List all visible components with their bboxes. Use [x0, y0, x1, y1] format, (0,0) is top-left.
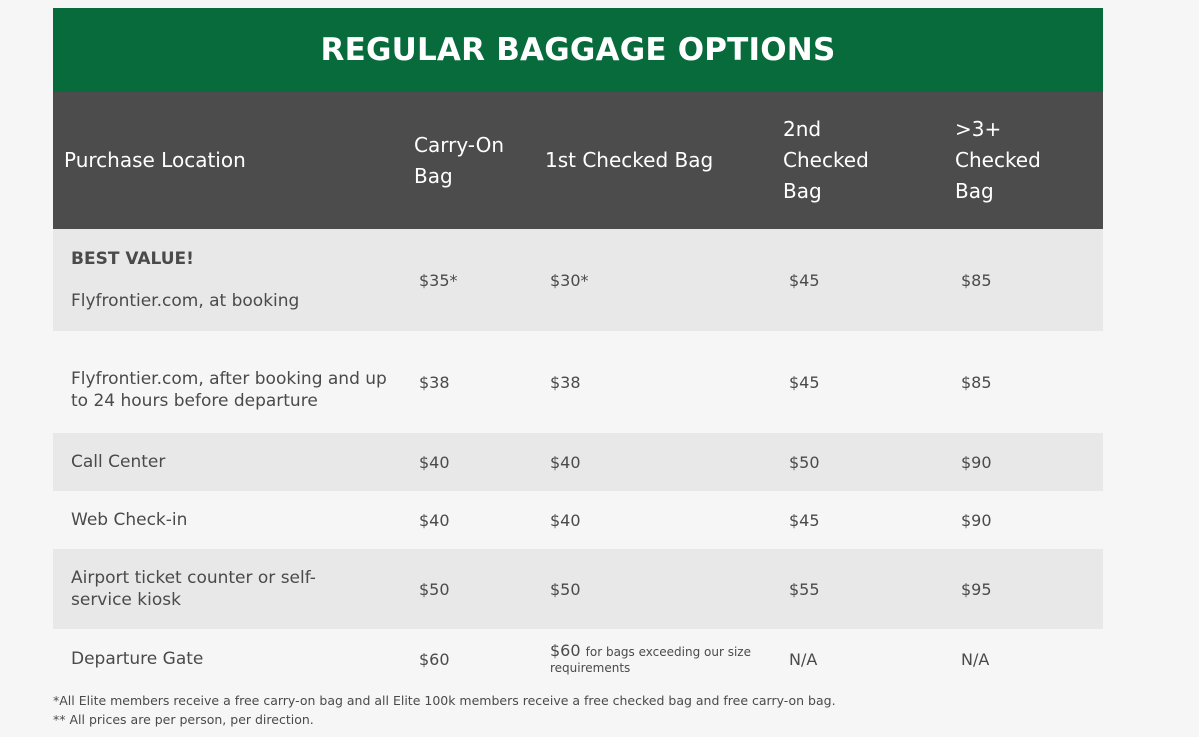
first-checked-price: $30* [550, 270, 589, 290]
table-row [53, 433, 1103, 491]
third-checked-price: N/A [961, 649, 990, 669]
carry-on-price: $38 [419, 372, 450, 392]
second-checked-price: $45 [789, 270, 820, 290]
second-checked-price: $45 [789, 372, 820, 392]
second-checked-price: $50 [789, 452, 820, 472]
column-header-third-checked: >3+ Checked Bag [949, 92, 1103, 229]
table-title: REGULAR BAGGAGE OPTIONS [53, 8, 1103, 92]
baggage-fees-table [53, 92, 1103, 689]
second-checked-price: $55 [789, 579, 820, 599]
first-checked-price: $40 [550, 510, 581, 530]
footnotes [53, 691, 836, 729]
column-header-carry-on: Carry-On Bag [413, 92, 544, 229]
column-header-second-checked: 2nd Checked Bag [783, 92, 949, 229]
table-header-row [53, 92, 1103, 229]
first-checked-price: $50 [550, 579, 581, 599]
first-checked-price: $38 [550, 372, 581, 392]
table-row [53, 491, 1103, 549]
carry-on-price: $40 [419, 510, 450, 530]
column-header-purchase-location: Purchase Location [53, 92, 413, 229]
first-checked-price: $40 [550, 452, 581, 472]
purchase-location: Flyfrontier.com, after booking and up to 24 hours before departure [71, 369, 387, 411]
table-row [53, 229, 1103, 331]
third-checked-price: $90 [961, 452, 992, 472]
purchase-location: Flyfrontier.com, at booking [71, 291, 300, 311]
third-checked-price: $85 [961, 372, 992, 392]
column-header-first-checked: 1st Checked Bag [544, 92, 783, 229]
first-checked-note: for bags exceeding our size requirements [550, 645, 751, 675]
second-checked-price: N/A [789, 649, 818, 669]
carry-on-price: $50 [419, 579, 450, 599]
purchase-location: Call Center [71, 452, 166, 472]
third-checked-price: $85 [961, 270, 992, 290]
baggage-table-container [53, 8, 1103, 689]
table-row [53, 629, 1103, 689]
carry-on-price: $40 [419, 452, 450, 472]
second-checked-price: $45 [789, 510, 820, 530]
purchase-location: Departure Gate [71, 649, 204, 669]
footnote-elite: *All Elite members receive a free carry-on bag and all Elite 100k members receive a free checked bag and free carry-on bag. [53, 693, 836, 708]
carry-on-price: $60 [419, 649, 450, 669]
third-checked-price: $95 [961, 579, 992, 599]
table-row [53, 331, 1103, 433]
third-checked-price: $90 [961, 510, 992, 530]
table-row [53, 549, 1103, 629]
purchase-location: Airport ticket counter or self-service kiosk [71, 568, 316, 610]
footnote-pricing: ** All prices are per person, per direction. [53, 712, 314, 727]
first-checked-price: $60 [550, 641, 581, 660]
best-value-badge: BEST VALUE! [71, 249, 194, 269]
purchase-location: Web Check-in [71, 510, 188, 530]
carry-on-price: $35* [419, 270, 458, 290]
